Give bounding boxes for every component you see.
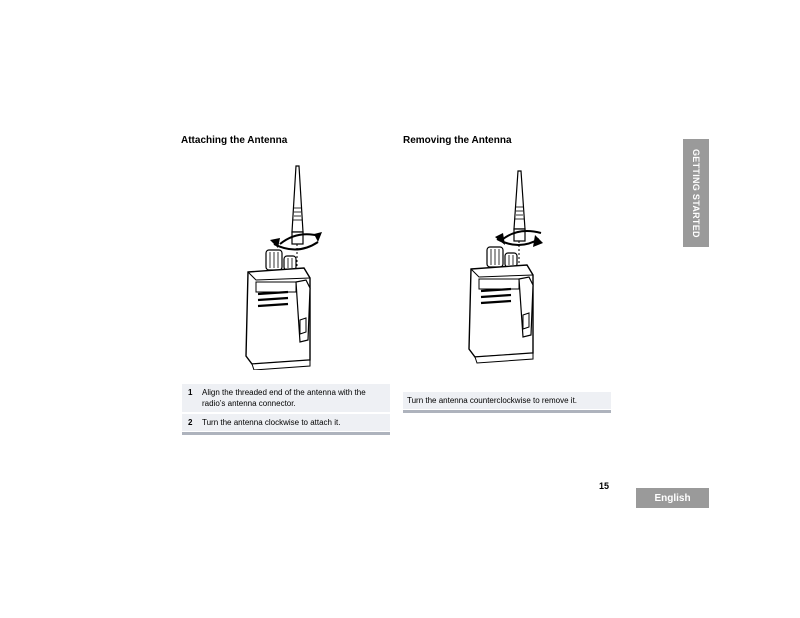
divider bbox=[182, 432, 390, 435]
section-tab bbox=[683, 139, 709, 247]
remove-antenna-illustration bbox=[455, 165, 565, 365]
step-2 bbox=[182, 414, 390, 431]
attach-steps bbox=[182, 384, 390, 435]
attach-antenna-illustration bbox=[226, 160, 336, 370]
remove-text: Turn the antenna counterclockwise to remove it. bbox=[403, 392, 611, 409]
step-text: Align the threaded end of the antenna with the radio’s antenna connector. bbox=[202, 388, 366, 408]
step-number: 2 bbox=[188, 418, 193, 427]
remove-instruction bbox=[403, 392, 611, 413]
step-number: 1 bbox=[188, 388, 193, 397]
section-tab-label: GETTING STARTED bbox=[691, 148, 701, 238]
language-tab bbox=[636, 488, 709, 508]
step-1 bbox=[182, 384, 390, 412]
removing-antenna-heading: Removing the Antenna bbox=[403, 135, 512, 146]
divider bbox=[403, 410, 611, 413]
step-text: Turn the antenna clockwise to attach it. bbox=[202, 418, 341, 427]
attaching-antenna-heading: Attaching the Antenna bbox=[181, 135, 288, 146]
page-number: 15 bbox=[599, 481, 610, 491]
language-tab-label: English bbox=[654, 492, 691, 504]
